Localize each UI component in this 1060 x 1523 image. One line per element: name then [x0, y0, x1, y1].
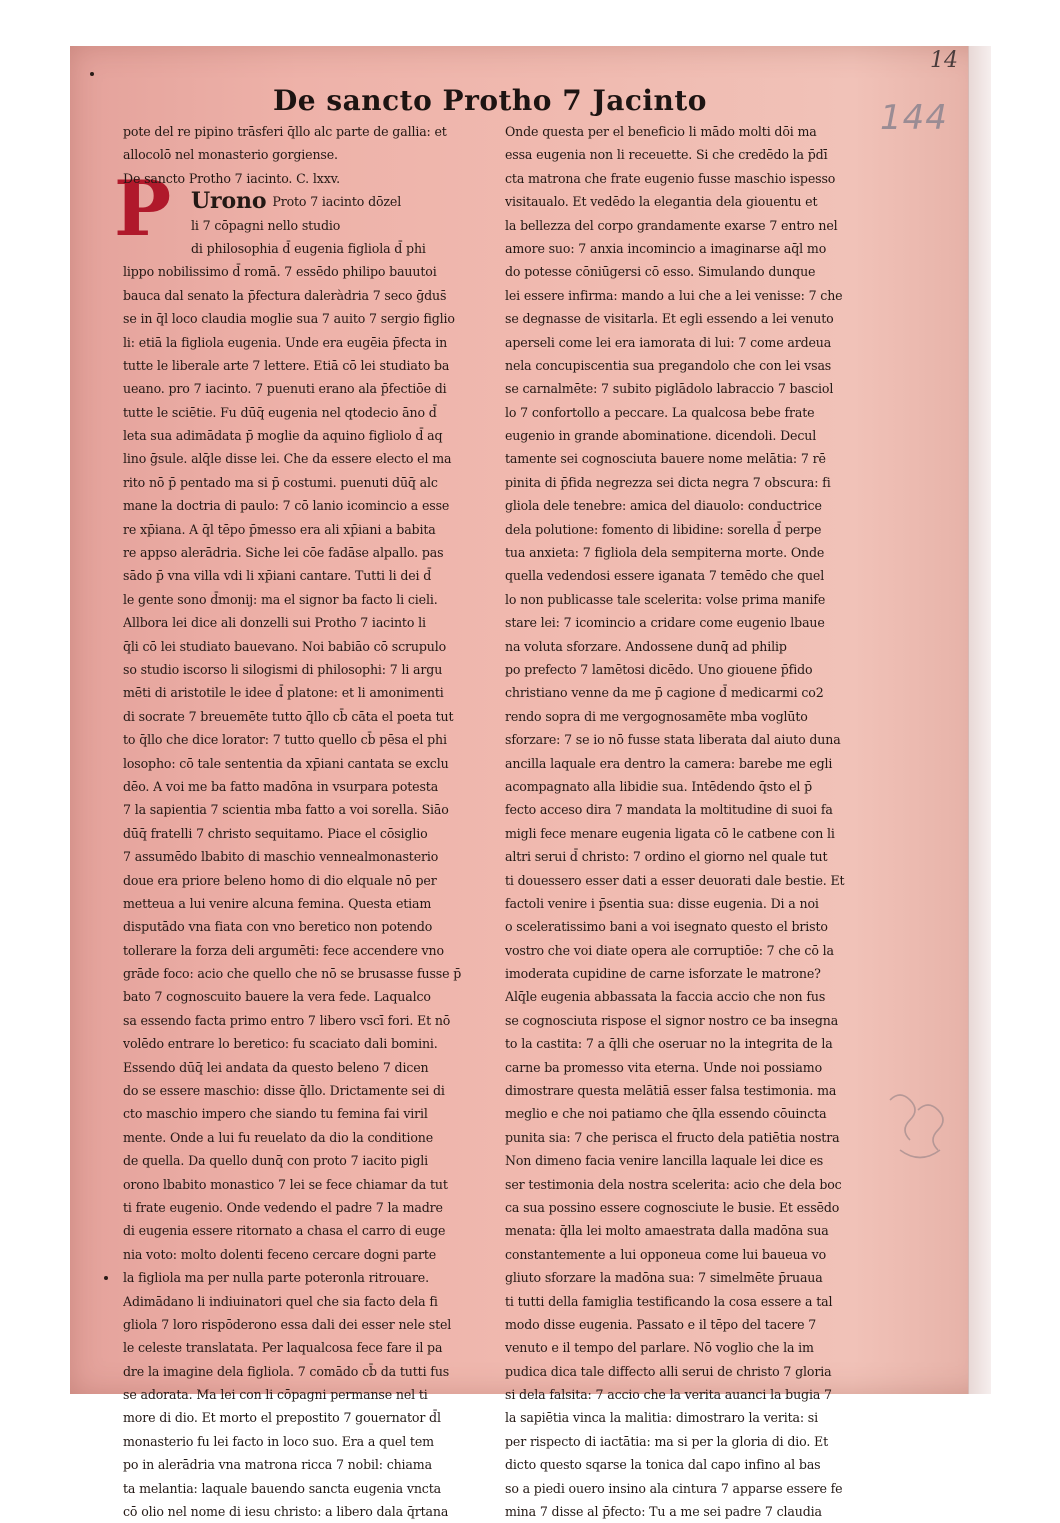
text-line: gliola dele tenebre: amica del diauolo: conductrice — [505, 498, 822, 514]
text-line: tollerare la forza deli argumēti: fece accendere vno — [123, 942, 444, 958]
text-line: dela polutione: fomento di libidine: sorella d̄ perpe — [505, 521, 822, 537]
folio-number: 14 — [930, 48, 958, 73]
text-line: di eugenia essere ritornato a chasa el carro di euge — [123, 1223, 446, 1239]
text-line: o sceleratissimo bani a voi isegnato questo el bristo — [505, 919, 828, 935]
page-edge — [968, 46, 991, 1394]
text-line: la bellezza del corpo grandamente exarse 7 entro nel — [505, 217, 838, 233]
text-line: lino ḡsule. alq̄le disse lei. Che da essere electo el ma — [123, 451, 452, 467]
text-line: li: etiā la figliola eugenia. Unde era eugēia p̄fecta in — [123, 334, 448, 350]
text-line: do potesse cōniūgersi cō esso. Simulando dunque — [505, 264, 816, 280]
text-line: sādo p̄ vna villa vdi li xp̄iani cantare. Tutti li dei d̄ — [123, 568, 432, 584]
right-column — [505, 120, 869, 1523]
text-line: bauca dal senato la p̄fectura daleràdria 7 seco ḡdus̄ — [123, 287, 447, 303]
text-line: tua anxieta: 7 figliola dela sempiterna morte. Onde — [505, 545, 825, 561]
text-line: mente. Onde a lui fu reuelato da dio la conditione — [123, 1129, 434, 1145]
text-line: mane la doctria di paulo: 7 cō lanio icomincio a esse — [123, 498, 450, 514]
text-line: cō olio nel nome di iesu christo: a libero dala q̄rtana — [123, 1504, 449, 1520]
text-line: ancilla laquale era dentro la camera: barebe me egli — [505, 755, 833, 771]
text-line: po prefecto 7 lamētosi dicēdo. Uno giouene p̄fido — [505, 661, 813, 677]
text-line: nela concupiscentia sua pregandolo che con lei vsas — [505, 357, 832, 373]
text-line: di socrate 7 breuemēte tutto q̄llo cb̄ cāta el poeta tut — [123, 708, 454, 724]
text-line: meglio e che noi patiamo che q̄lla essendo cōuincta — [505, 1106, 827, 1122]
text-line: per rispecto di iactātia: ma si per la gloria di dio. Et — [505, 1433, 829, 1449]
text-line: di philosophia d̄ eugenia figliola d̄ phi — [191, 240, 426, 256]
text-line: pudica dica tale diffecto alli serui de christo 7 gloria — [505, 1363, 832, 1379]
text-line: allocolō nel monasterio gorgiense. — [123, 147, 338, 163]
text-line: q̄li cō lei studiato bauevano. Noi babiāo cō scrupulo — [123, 638, 447, 654]
text-line: pinita di p̄fida negrezza sei dicta negra 7 obscura: fi — [505, 474, 831, 490]
text-line: tamente sei cognosciuta bauere nome melātia: 7 rē — [505, 451, 826, 467]
text-line: lo non publicasse tale scelerita: volse prima manife — [505, 591, 826, 607]
text-line: se in q̄l loco claudia moglie sua 7 auito 7 sergio figlio — [123, 311, 455, 327]
text-line: so a piedi ouero insino ala cintura 7 apparse essere fe — [505, 1480, 843, 1496]
text-line: tutte le liberale arte 7 lettere. Etiā cō lei studiato ba — [123, 357, 450, 373]
text-line: aperseli come lei era iamorata di lui: 7 come ardeua — [505, 334, 832, 350]
text-line: venuto e il tempo del parlare. Nō voglio che la im — [505, 1340, 814, 1356]
text-line: sforzare: 7 se io nō fusse stata liberata dal aiuto duna — [505, 732, 841, 748]
text-line: le celeste translatata. Per laqualcosa fece fare il pa — [123, 1340, 443, 1356]
text-line: to q̄llo che dice lorator: 7 tutto quello cb̄ pēsa el phi — [123, 732, 447, 748]
text-line: carne ba promesso vita eterna. Unde noi possiamo — [505, 1059, 823, 1075]
text-line: se cognosciuta rispose el signor nostro ce ba insegna — [505, 1012, 839, 1028]
text-line: Essendo dūq̄ lei andata da questo beleno 7 dicen — [123, 1059, 429, 1075]
text-line: vostro che voi diate opera ale corruptiōe: 7 che cō la — [505, 942, 834, 958]
text-line: eugenio in grande abominatione. dicendoli. Decul — [505, 428, 817, 444]
text-line: 7 la sapientia 7 scientia mba fatto a voi sorella. Siāo — [123, 802, 449, 818]
text-line: doue era priore beleno homo di dio elquale nō per — [123, 872, 437, 888]
folio-pencil-number: 144 — [880, 98, 948, 138]
text-line: disputādo vna fiata con vno beretico non potendo — [123, 919, 433, 935]
text-line: se carnalmēte: 7 subito piglādolo labraccio 7 basciol — [505, 381, 834, 397]
text-line: monasterio fu lei facto in loco suo. Era a quel tem — [123, 1433, 434, 1449]
page-header: De sancto Protho 7 Jacinto — [273, 84, 707, 117]
text-line: pote del re pipino trāsferi q̄llo alc parte de gallia: et — [123, 124, 447, 139]
text-line: dēo. A voi me ba fatto madōna in vsurpara potesta — [123, 778, 439, 794]
text-line: Urono Proto 7 iacinto dōzel — [123, 190, 485, 213]
text-line: mēti di aristotile le idee d̄ platone: et li amonimenti — [123, 685, 444, 701]
text-line: ser testimonia dela nostra scelerita: acio che dela boc — [505, 1176, 842, 1192]
text-line: ti douessero esser dati a esser deuorati dale bestie. Et — [505, 872, 845, 888]
text-line: metteua a lui venire alcuna femina. Questa etiam — [123, 895, 432, 911]
text-line: Adimādano li indiuinatori quel che sia facto dela fi — [123, 1293, 438, 1309]
text-line: to la castita: 7 a q̄lli che oseruar no la integrita de la — [505, 1036, 833, 1052]
text-line: dicto questo sqarse la tonica dal capo infino al bas — [505, 1457, 821, 1473]
text-line: po in alerādria vna matrona ricca 7 nobil: chiama — [123, 1457, 432, 1473]
text-line: De sancto Protho 7 iacinto. C. lxxv. — [123, 170, 340, 186]
text-line: re xp̄iana. A q̄l tēpo p̄messo era ali xp̄iani a babita — [123, 521, 436, 537]
text-line: dimostrare questa melātiā esser falsa testimonia. ma — [505, 1083, 837, 1099]
text-line: ta melantia: laquale bauendo sancta eugenia vncta — [123, 1480, 441, 1496]
text-line: nia voto: molto dolenti feceno cercare dogni parte — [123, 1246, 437, 1262]
text-line: factoli venire i p̄sentia sua: disse eugenia. Di a noi — [505, 895, 819, 911]
text-line: constantemente a lui opponeua come lui baueua vo — [505, 1246, 827, 1262]
text-line: cta matrona che frate eugenio fusse maschio ispesso — [505, 170, 836, 186]
text-line: bato 7 cognoscuito bauere la vera fede. Laqualco — [123, 989, 431, 1005]
text-line: modo disse eugenia. Passato e il tēpo del tacere 7 — [505, 1316, 817, 1332]
text-line: 7 assumēdo lbabito di maschio vennealmonasterio — [123, 849, 439, 865]
text-line: ueano. pro 7 iacinto. 7 puenuti erano ala p̄fectiōe di — [123, 381, 447, 397]
text-line: rendo sopra di me vergognosamēte mba voglūto — [505, 708, 808, 724]
text-line: lei essere infirma: mando a lui che a lei venisse: 7 che — [505, 287, 843, 303]
text-line: acompagnato alla libidie sua. Intēdendo q̄sto el p̄ — [505, 778, 813, 794]
text-line: li 7 cōpagni nello studio — [191, 217, 341, 233]
text-line: gliuto sforzare la madōna sua: 7 simelmēte p̄ruaua — [505, 1270, 823, 1286]
initial-word: Urono — [191, 190, 267, 214]
text-line: Onde questa per el beneficio li mādo molti dōi ma — [505, 124, 817, 139]
text-line: grāde foco: acio che quello che nō se brusasse fusse p̄ — [123, 966, 462, 982]
text-line: tutte le sciētie. Fu dūq̄ eugenia nel qtodecio āno d̄ — [123, 404, 437, 420]
text-line: migli fece menare eugenia ligata cō le catbene con li — [505, 825, 835, 841]
text-line: ti frate eugenio. Onde vedendo el padre 7 la madre — [123, 1199, 443, 1215]
text-line: cto maschio impero che siando tu femina fai viril — [123, 1106, 428, 1122]
text-line: ca sua possino essere cognosciute le busie. Et essēdo — [505, 1199, 840, 1215]
text-line: ti tutti della famiglia testificando la cosa essere a tal — [505, 1293, 833, 1309]
decorated-initial: P — [114, 164, 172, 253]
margin-dot — [104, 1276, 108, 1280]
text-line: fecto acceso dira 7 mandata la moltitudine di suoi fa — [505, 802, 833, 818]
text-line: imoderata cupidine de carne isforzate le matrone? — [505, 966, 821, 982]
text-line: mina 7 disse al p̄fecto: Tu a me sei padre 7 claudia — [505, 1504, 822, 1520]
margin-dot — [90, 72, 94, 76]
text-line: gliola 7 loro rispōderono essa dali dei esser nele stel — [123, 1316, 452, 1332]
text-line: re appso alerādria. Siche lei cōe fadāse alpallo. pas — [123, 545, 444, 561]
text-line: dūq̄ fratelli 7 christo sequitamo. Piace el cōsiglio — [123, 825, 428, 841]
text-line: volēdo entrare lo beretico: fu scaciato dali bomini. — [123, 1036, 438, 1052]
text-line: la sapiētia vinca la malitia: dimostraro la verita: si — [505, 1410, 818, 1426]
text-line: rito nō p̄ pentado ma si p̄ costumi. puenuti dūq̄ alc — [123, 474, 438, 490]
text-line: more di dio. Et morto el prepostito 7 gouernator d̄l — [123, 1410, 441, 1426]
text-line: Alq̄le eugenia abbassata la faccia accio che non fus — [505, 989, 826, 1005]
text-line: le gente sono d̄monij: ma el signor ba facto li cieli. — [123, 591, 438, 607]
text-line: so studio iscorso li silogismi di philosophi: 7 li argu — [123, 661, 443, 677]
text-line: de quella. Da quello dunq̄ con proto 7 iacito pigli — [123, 1153, 428, 1169]
text-line: dre la imagine dela figliola. 7 comādo cb̄ da tutti fus — [123, 1363, 450, 1379]
text-line: amore suo: 7 anxia incomincio a imaginarse aq̄l mo — [505, 240, 827, 256]
text-line: orono lbabito monastico 7 lei se fece chiamar da tut — [123, 1176, 448, 1192]
text-line: losopho: cō tale sententia da xp̄iani cantata se exclu — [123, 755, 449, 771]
text-line: leta sua adimādata p̄ moglie da aquino figliolo d̄ aq — [123, 428, 443, 444]
text-line: do se essere maschio: disse q̄llo. Drictamente sei di — [123, 1083, 445, 1099]
text-line: christiano venne da me p̄ cagione d̄ medicarmi co2 — [505, 685, 824, 701]
text-line: stare lei: 7 icomincio a cridare come eugenio lbaue — [505, 615, 825, 631]
watermark-stamp — [880, 1080, 960, 1170]
text-line: la figliola ma per nulla parte poteronla ritrouare. — [123, 1270, 429, 1286]
text-line: Non dimeno facia venire lancilla laquale lei dice es — [505, 1153, 824, 1169]
text-line: lippo nobilissimo d̄ romā. 7 essēdo philipo bauutoi — [123, 264, 437, 280]
text-line: na voluta sforzare. Andossene dunq̄ ad philip — [505, 638, 787, 654]
text-line: si dela falsita: 7 accio che la verita auanci la bugia 7 — [505, 1387, 832, 1403]
text-line: punita sia: 7 che perisca el fructo dela patiētia nostra — [505, 1129, 840, 1145]
left-column — [123, 120, 485, 1523]
text-line: menata: q̄lla lei molto amaestrata dalla madōna sua — [505, 1223, 829, 1239]
text-line: visitaualo. Et vedēdo la elegantia dela giouentu et — [505, 194, 818, 210]
text-line: se adorata. Ma lei con li cōpagni permanse nel ti — [123, 1387, 428, 1403]
text-line: sa essendo facta primo entro 7 libero vscī fori. Et nō — [123, 1012, 451, 1028]
text-line: lo 7 confortollo a peccare. La qualcosa bebe frate — [505, 404, 815, 420]
text-line: quella vedendosi essere iganata 7 temēdo che quel — [505, 568, 825, 584]
text-line: Allbora lei dice ali donzelli sui Protho 7 iacinto li — [123, 615, 426, 631]
text-line: essa eugenia non li receuette. Si che credēdo la p̄dī — [505, 147, 828, 163]
text-line: altri serui d̄ christo: 7 ordino el giorno nel quale tut — [505, 849, 828, 865]
text-line: se degnasse de visitarla. Et egli essendo a lei venuto — [505, 311, 834, 327]
